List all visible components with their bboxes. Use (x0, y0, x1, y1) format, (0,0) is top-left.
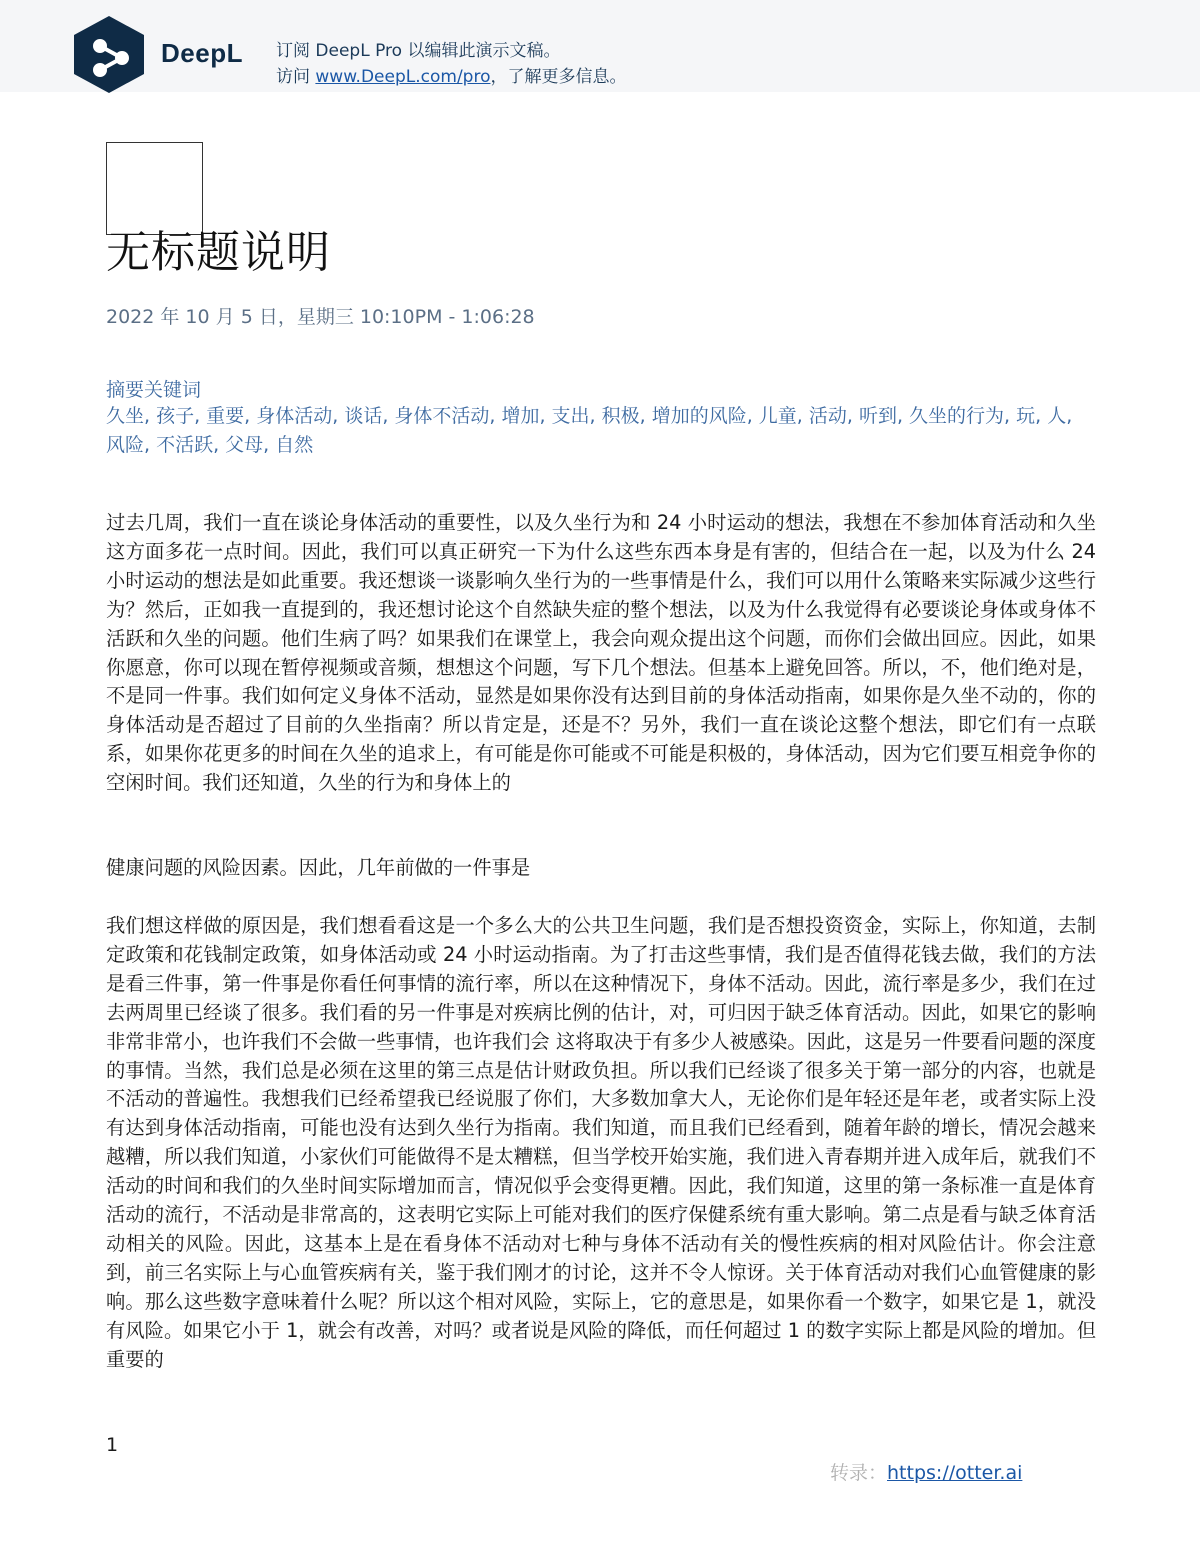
banner-line-2-suffix: ，了解更多信息。 (490, 67, 627, 87)
keywords-heading: 摘要关键词 (106, 379, 202, 401)
footer-label: 转录： (830, 1462, 888, 1484)
page-number: 1 (106, 1434, 119, 1456)
banner-line-2 (276, 64, 626, 90)
transcript-footer (830, 1458, 1022, 1485)
banner-line-2-prefix: 访问 (276, 67, 316, 87)
deepl-logo-text: DeepL (161, 38, 243, 68)
otter-link[interactable]: https://otter.ai (887, 1462, 1023, 1484)
banner-line-1: 订阅 DeepL Pro 以编辑此演示文稿。 (276, 41, 561, 61)
transcript-paragraph: 过去几周，我们一直在谈论身体活动的重要性，以及久坐行为和 24 小时运动的想法，我想在不参加体育活动和久坐这方面多花一点时间。因此，我们可以真正研究一下为什么这些东西本身是有害的，但结合在一起，以及为什么 24 小时运动的想法是如此重要。我还想谈一谈影响久坐行为的一些事情是什么，我们可以用什么策略来实际减少这些行为？然后，正如我一直提到的，我还想讨论这个自然缺失症的整个想法，以及为什么我觉得有必要谈论身体或身体不活跃和久坐的问题。他们生病了吗？如果我们在课堂上，我会向观众提出这个问题，而你们会做出回应。因此，如果你愿意，你可以现在暂停视频或音频，想想这个问题，写下几个想法。但基本上避免回答。所以，不，他们绝对是，不是同一件事。我们如何定义身体不活动，显然是如果你没有达到目前的身体活动指南，如果你是久坐不动的，你的身体活动是否超过了目前的久坐指南？所以肯定是，还是不？另外，我们一直在谈论这整个想法，即它们有一点联系，如果你花更多的时间在久坐的追求上，有可能是你可能或不可能是积极的，身体活动，因为它们要互相竞争你的空闲时间。我们还知道，久坐的行为和身体上的 (106, 511, 1096, 795)
deepl-banner (0, 0, 1200, 92)
banner-message (276, 38, 626, 90)
transcript-paragraph: 健康问题的风险因素。因此，几年前做的一件事是 (106, 856, 531, 879)
transcript-paragraph: 我们想这样做的原因是，我们想看看这是一个多么大的公共卫生问题，我们是否想投资资金，实际上，你知道，去制定政策和花钱制定政策，如身体活动或 24 小时运动指南。为了打击这些事情，我们是否值得花钱去做，我们的方法是看三件事，第一件事是你看任何事情的流行率，所以在这种情况下，身体不活动。因此，流行率是多少，我们在过去两周里已经谈了很多。我们看的另一件事是对疾病比例的估计，对，可归因于缺乏体育活动。因此，如果它的影响非常非常小，也许我们不会做一些事情，也许我们会 这将取决于有多少人被感染。因此，这是另一件要看问题的深度的事情。当然，我们总是必须在这里的第三点是估计财政负担。所以我们已经谈了很多关于第一部分的内容，也就是不活动的普遍性。我想我们已经希望我已经说服了你们，大多数加拿大人，无论你们是年轻还是年老，或者实际上没有达到身体活动指南，可能也没有达到久坐行为指南。我们知道，而且我们已经看到，随着年龄的增长，情况会越来越糟，所以我们知道，小家伙们可能做得不是太糟糕，但当学校开始实施，我们进入青春期并进入成年后，就我们不活动的时间和我们的久坐时间实际增加而言，情况似乎会变得更糟。因此，我们知道，这里的第一条标准一直是体育活动的流行，不活动是非常高的，这表明它实际上可能对我们的医疗保健系统有重大影响。第二点是看与缺乏体育活动相关的风险。因此，这基本上是在看身体不活动对七种与身体不活动有关的慢性疾病的相对风险估计。你会注意到，前三名实际上与心血管疾病有关，鉴于我们刚才的讨论，这并不令人惊讶。关于体育活动对我们心血管健康的影响。那么这些数字意味着什么呢？所以这个相对风险，实际上，它的意思是，如果你看一个数字，如果它是 1，就没有风险。如果它小于 1，就会有改善，对吗？或者说是风险的降低，而任何超过 1 的数字实际上都是风险的增加。但重要的 (106, 914, 1096, 1371)
document-date: 2022 年 10 月 5 日，星期三 10:10PM - 1:06:28 (106, 306, 535, 328)
document-title: 无标题说明 (106, 227, 331, 278)
keywords-list: 久坐, 孩子, 重要, 身体活动, 谈话, 身体不活动, 增加, 支出, 积极, 增加的风险, 儿童, 活动, 听到, 久坐的行为, 玩, 人, 风险, 不活跃, 父母, 自然 (106, 405, 1073, 456)
deepl-logo-icon (70, 14, 148, 94)
deepl-pro-link[interactable]: www.DeepL.com/pro (315, 67, 491, 87)
